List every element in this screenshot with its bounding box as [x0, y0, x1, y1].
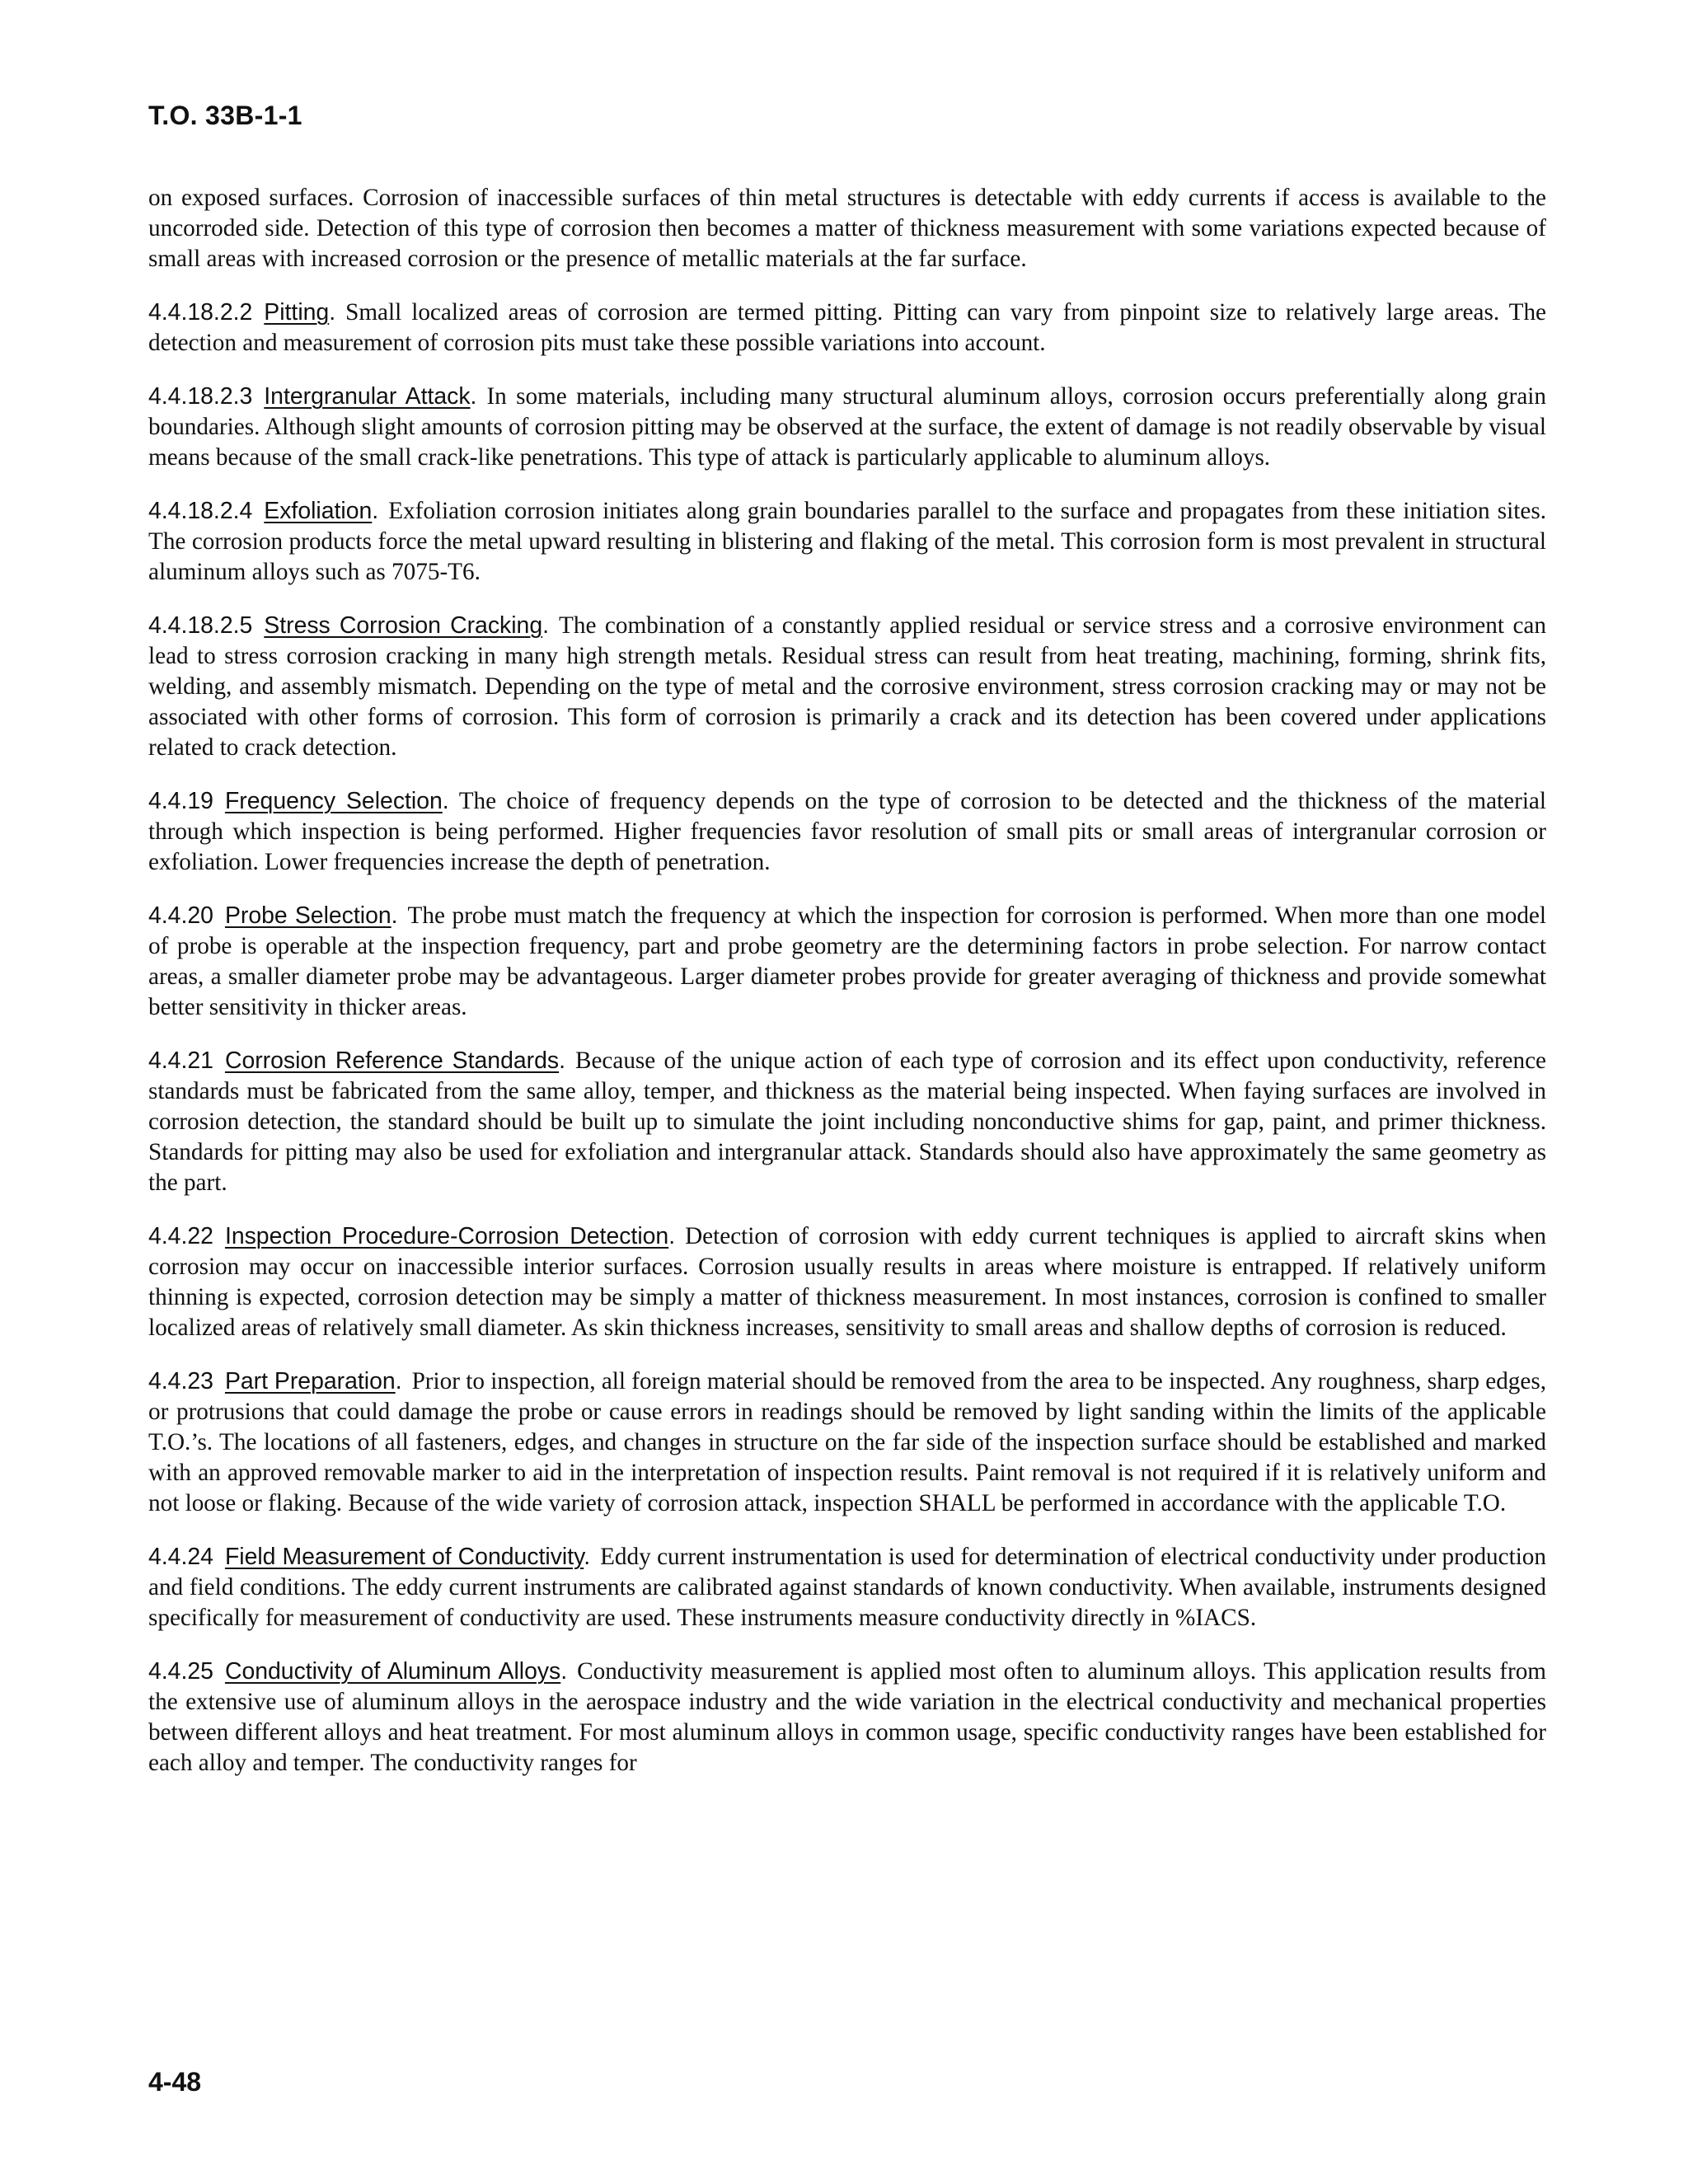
section-text: Prior to inspection, all foreign material should be removed from the area to be inspected. Any roughness, sharp edges, or protrusions that could damage the probe or cause errors in readings should be removed by light sanding within the limits of the applicable T.O.’s. The locations of all fasteners, edges, and changes in structure on the far side of the inspection surface should be established and marked with an approved removable marker to aid in the interpretation of inspection results. Paint removal is not required if it is relatively uniform and not loose or flaking. Because of the wide variety of corrosion attack, inspection SHALL be performed in accordance with the applicable T.O. [148, 1368, 1546, 1516]
section-text: Exfoliation corrosion initiates along grain boundaries parallel to the surface and propagates from these initiation sites. The corrosion products force the metal upward resulting in blistering and flaking of the metal. This corrosion form is most prevalent in structural aluminum alloys such as 7075-T6. [148, 498, 1546, 585]
section-title: Corrosion Reference Standards [224, 1047, 560, 1074]
section-paragraph [148, 1046, 1546, 1198]
section-text: Because of the unique action of each type of corrosion and its effect upon conductivity, reference standards must be fabricated from the same alloy, temper, and thickness as the material being inspected. When faying surfaces are involved in corrosion detection, the standard should be built up to simulate the joint including nonconductive shims for gap, paint, and primer thickness. Standards for pitting may also be used for exfoliation and intergranular attack. Standards should also have approximately the same geometry as the part. [148, 1047, 1546, 1196]
section-title: Inspection Procedure-Corrosion Detection [224, 1223, 669, 1249]
section-text: Small localized areas of corrosion are termed pitting. Pitting can vary from pinpoint size to relatively large areas. The detection and measurement of corrosion pits must take these possible variations into account. [148, 299, 1546, 356]
section-text: The probe must match the frequency at which the inspection for corrosion is performed. When more than one model of probe is operable at the inspection frequency, part and probe geometry are the determining factors in probe selection. For narrow contact areas, a smaller diameter probe may be advantageous. Larger diameter probes provide for greater averaging of thickness and provide somewhat better sensitivity in thicker areas. [148, 902, 1546, 1020]
section-title-period: . [584, 1544, 591, 1570]
section-title-period: . [668, 1223, 676, 1249]
section-title-period: . [470, 383, 477, 410]
section-number: 4.4.22 [148, 1223, 213, 1249]
section-title: Probe Selection [224, 902, 392, 929]
section-number: 4.4.21 [148, 1047, 213, 1074]
section-paragraph [148, 1542, 1546, 1633]
section-paragraph [148, 496, 1546, 588]
section-title-period: . [559, 1047, 565, 1074]
section-title: Frequency Selection [224, 788, 443, 814]
section-title-period: . [560, 1658, 568, 1685]
section-number: 4.4.25 [148, 1658, 213, 1685]
section-paragraph [148, 901, 1546, 1023]
section-title-period: . [391, 902, 398, 929]
section-number: 4.4.23 [148, 1368, 213, 1394]
section-title-period: . [395, 1368, 402, 1394]
page-number: 4-48 [148, 2067, 202, 2097]
section-title: Intergranular Attack [264, 383, 471, 410]
section-paragraph [148, 1657, 1546, 1779]
section-title: Field Measurement of Conductivity [224, 1544, 584, 1570]
section-number: 4.4.18.2.2 [148, 299, 253, 326]
section-paragraph [148, 1221, 1546, 1343]
section-paragraph [148, 382, 1546, 473]
section-title: Part Preparation [224, 1368, 396, 1394]
section-number: 4.4.18.2.3 [148, 383, 253, 410]
page-body [148, 183, 1546, 1802]
section-number: 4.4.18.2.5 [148, 612, 253, 639]
section-number: 4.4.20 [148, 902, 213, 929]
section-paragraph [148, 786, 1546, 878]
section-title-period: . [329, 299, 336, 326]
sections-container [148, 298, 1546, 1779]
document-id-header: T.O. 33B-1-1 [148, 101, 302, 130]
section-text: Conductivity measurement is applied most often to aluminum alloys. This application results from the extensive use of aluminum alloys in the aerospace industry and the wide variation in the electrical conductivity and mechanical properties between different alloys and heat treatment. For most aluminum alloys in common usage, specific conductivity ranges have been established for each alloy and temper. The conductivity ranges for [148, 1658, 1547, 1776]
section-number: 4.4.18.2.4 [148, 498, 253, 524]
section-paragraph [148, 1366, 1546, 1519]
intro-paragraph: on exposed surfaces. Corrosion of inaccessible surfaces of thin metal structures is detectable with eddy currents if access is available to the uncorroded side. Detection of this type of corrosion then becomes a matter of thickness measurement with some variations expected because of small areas with increased corrosion or the presence of metallic materials at the far surface. [148, 185, 1546, 272]
section-paragraph [148, 611, 1546, 763]
section-title: Conductivity of Aluminum Alloys [224, 1658, 561, 1685]
section-title-period: . [372, 498, 379, 524]
section-title-period: . [442, 788, 449, 814]
section-number: 4.4.24 [148, 1544, 213, 1570]
section-title: Stress Corrosion Cracking [264, 612, 543, 639]
section-text: The choice of frequency depends on the type of corrosion to be detected and the thickness of the material through which inspection is being performed. Higher frequencies favor resolution of small pits or small areas of intergranular corrosion or exfoliation. Lower frequencies increase the depth of penetration. [148, 788, 1546, 875]
section-text: In some materials, including many structural aluminum alloys, corrosion occurs preferentially along grain boundaries. Although slight amounts of corrosion pitting may be observed at the surface, the extent of damage is not readily observable by visual means because of the small crack-like penetrations. This type of attack is particularly applicable to aluminum alloys. [148, 383, 1546, 471]
section-title: Pitting [264, 299, 330, 326]
section-text: The combination of a constantly applied residual or service stress and a corrosive environment can lead to stress corrosion cracking in many high strength metals. Residual stress can result from heat treating, machining, forming, shrink fits, welding, and assembly mismatch. Depending on the type of metal and the corrosive environment, stress corrosion cracking may or may not be associated with other forms of corrosion. This form of corrosion is primarily a crack and its detection has been covered under applications related to crack detection. [148, 612, 1546, 761]
section-text: Eddy current instrumentation is used for determination of electrical conductivity under production and field conditions. The eddy current instruments are calibrated against standards of known conductivity. When available, instruments designed specifically for measurement of conductivity are used. These instruments measure conductivity directly in %IACS. [148, 1544, 1546, 1631]
section-number: 4.4.19 [148, 788, 213, 814]
section-paragraph [148, 298, 1546, 359]
section-title: Exfoliation [264, 498, 373, 524]
section-title-period: . [542, 612, 550, 639]
section-text: Detection of corrosion with eddy current techniques is applied to aircraft skins when corrosion may occur on inaccessible interior surfaces. Corrosion usually results in areas where moisture is entrapped. If relatively uniform thinning is expected, corrosion detection may be simply a matter of thickness measurement. In most instances, corrosion is confined to smaller localized areas of relatively small diameter. As skin thickness increases, sensitivity to small areas and shallow depths of corrosion is reduced. [148, 1223, 1546, 1341]
